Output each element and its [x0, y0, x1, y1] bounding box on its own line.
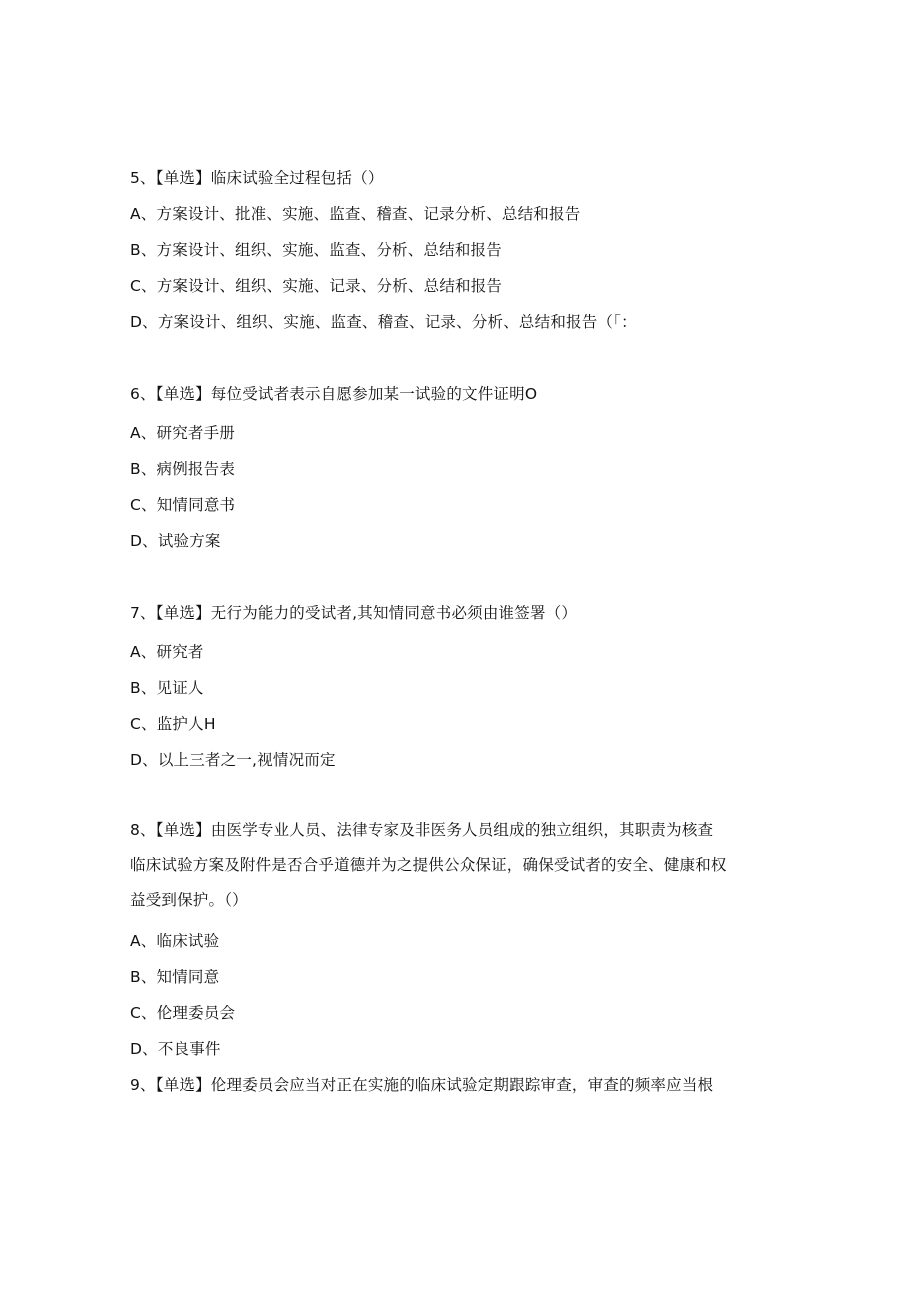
question-5-stem: 5、【单选】临床试验全过程包括（）	[130, 169, 384, 187]
question-5-option-c: C、方案设计、组织、实施、记录、分析、总结和报告	[130, 277, 503, 295]
question-7-option-a: A、研究者	[130, 643, 204, 661]
question-7-option-b: B、见证人	[130, 679, 204, 697]
question-9-stem: 9、【单选】伦理委员会应当对正在实施的临床试验定期跟踪审查，审查的频率应当根	[130, 1076, 714, 1094]
question-7-option-d: D、以上三者之一,视情况而定	[130, 751, 336, 769]
question-8-option-d: D、不良事件	[130, 1040, 221, 1058]
question-6-option-c: C、知情同意书	[130, 496, 236, 514]
question-8-stem-line-3: 益受到保护。（）	[130, 891, 248, 909]
question-5-option-a: A、方案设计、批准、实施、监查、稽查、记录分析、总结和报告	[130, 205, 581, 223]
question-5-option-b: B、方案设计、组织、实施、监查、分析、总结和报告	[130, 241, 502, 259]
question-8-stem-line-1: 8、【单选】由医学专业人员、法律专家及非医务人员组成的独立组织，其职责为核查	[130, 821, 714, 839]
question-6-stem: 6、【单选】每位受试者表示自愿参加某一试验的文件证明O	[130, 385, 538, 403]
question-8-stem-line-2: 临床试验方案及附件是否合乎道德并为之提供公众保证，确保受试者的安全、健康和权	[130, 856, 727, 874]
question-7-stem: 7、【单选】无行为能力的受试者,其知情同意书必须由谁签署（）	[130, 604, 578, 622]
question-8-option-c: C、伦理委员会	[130, 1004, 236, 1022]
question-6-option-d: D、试验方案	[130, 532, 221, 550]
question-7-option-c: C、监护人H	[130, 715, 216, 733]
question-8-option-b: B、知情同意	[130, 968, 220, 986]
question-5-option-d: D、方案设计、组织、实施、监查、稽查、记录、分析、总结和报告（「：	[130, 313, 637, 331]
question-6-option-b: B、病例报告表	[130, 460, 236, 478]
question-8-option-a: A、临床试验	[130, 932, 220, 950]
question-6-option-a: A、研究者手册	[130, 424, 236, 442]
